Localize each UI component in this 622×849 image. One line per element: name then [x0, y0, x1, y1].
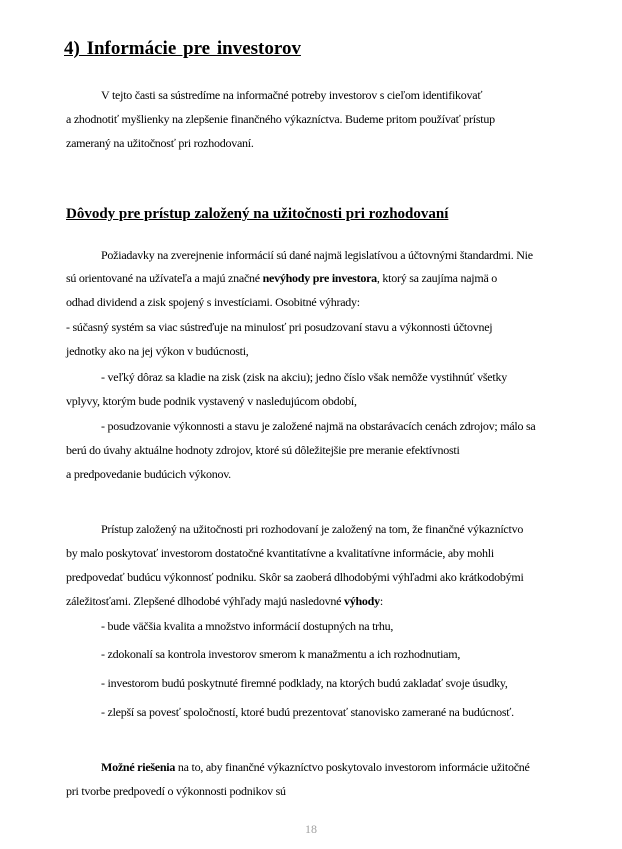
para3-emphasis: Možné riešenia	[101, 760, 176, 774]
para1-line-1: Požiadavky na zverejnenie informácií sú dané najmä legislatívou a účtovnými štandardmi. Nie	[101, 248, 533, 262]
para1-line-3: odhad dividend a zisk spojený s investíciami. Osobitné výhrady:	[66, 295, 360, 309]
objection-3-line-1: - posudzovanie výkonnosti a stavu je založené najmä na obstarávacích cenách zdrojov; málo sa	[101, 419, 536, 433]
para3-line-1-text: na to, aby finančné výkazníctvo poskytovalo investorom informácie užitočné	[175, 760, 530, 774]
intro-line-1: V tejto časti sa sústredíme na informačné potreby investorov s cieľom identifikovať	[101, 88, 483, 102]
para3-line-2: pri tvorbe predpovedí o výkonnosti podnikov sú	[66, 784, 286, 798]
para1-emphasis: nevýhody pre investora	[262, 271, 377, 285]
intro-line-3: zameraný na užitočnosť pri rozhodovaní.	[66, 136, 254, 150]
objection-3-line-2: berú do úvahy aktuálne hodnoty zdrojov, ktoré sú dôležitejšie pre meranie efektívnosti	[66, 443, 460, 457]
para2-line-4-text: záležitosťami. Zlepšené dlhodobé výhľady majú nasledovné	[66, 594, 344, 608]
para2-emphasis: výhody	[344, 594, 380, 608]
para3-line-1	[101, 760, 530, 774]
para1-line-2-text: sú orientované na užívateľa a majú značné	[66, 271, 263, 285]
objection-1-line-1: - súčasný systém sa viac sústreďuje na minulosť pri posudzovaní stavu a výkonnosti účtovnej	[66, 320, 493, 334]
objection-1-line-2: jednotky ako na jej výkon v budúcnosti,	[66, 344, 249, 358]
para2-line-1: Prístup založený na užitočnosti pri rozhodovaní je založený na tom, že finančné výkazníctvo	[101, 522, 524, 536]
benefit-item-1: - bude väčšia kvalita a množstvo informácií dostupných na trhu,	[101, 619, 394, 633]
intro-line-2: a zhodnotiť myšlienky na zlepšenie finančného výkazníctva. Budeme pritom používať prístup	[66, 112, 495, 126]
benefit-item-4: - zlepší sa povesť spoločností, ktoré budú prezentovať stanovisko zamerané na budúcnosť.	[101, 705, 514, 719]
para1-line-2-tail: , ktorý sa zaujíma najmä o	[376, 271, 498, 285]
para2-line-2: by malo poskytovať investorom dostatočné kvantitatívne a kvalitatívne informácie, aby mohli	[66, 546, 494, 560]
objection-2-line-1: - veľký dôraz sa kladie na zisk (zisk na akciu); jedno číslo však nemôže vystihnúť všetky	[101, 370, 507, 384]
section-title: 4) Informácie pre investorov	[64, 38, 301, 59]
section-subheading: Dôvody pre prístup založený na užitočnosti pri rozhodovaní	[66, 206, 449, 222]
benefit-item-3: - investorom budú poskytnuté firemné podklady, na ktorých budú zakladať svoje úsudky,	[101, 676, 508, 690]
page-number: 18	[305, 822, 317, 836]
para2-line-4	[66, 594, 383, 608]
benefit-item-2: - zdokonalí sa kontrola investorov smerom k manažmentu a ich rozhodnutiam,	[101, 647, 461, 661]
objection-3-line-3: a predpovedanie budúcich výkonov.	[66, 467, 231, 481]
para2-line-4-tail: :	[379, 594, 383, 608]
para2-line-3: predpovedať budúcu výkonnosť podniku. Skôr sa zaoberá dlhodobými výhľadmi ako krátkodobými	[66, 570, 524, 584]
objection-2-line-2: vplyvy, ktorým bude podnik vystavený v nasledujúcom období,	[66, 394, 357, 408]
para1-line-2	[66, 271, 497, 285]
